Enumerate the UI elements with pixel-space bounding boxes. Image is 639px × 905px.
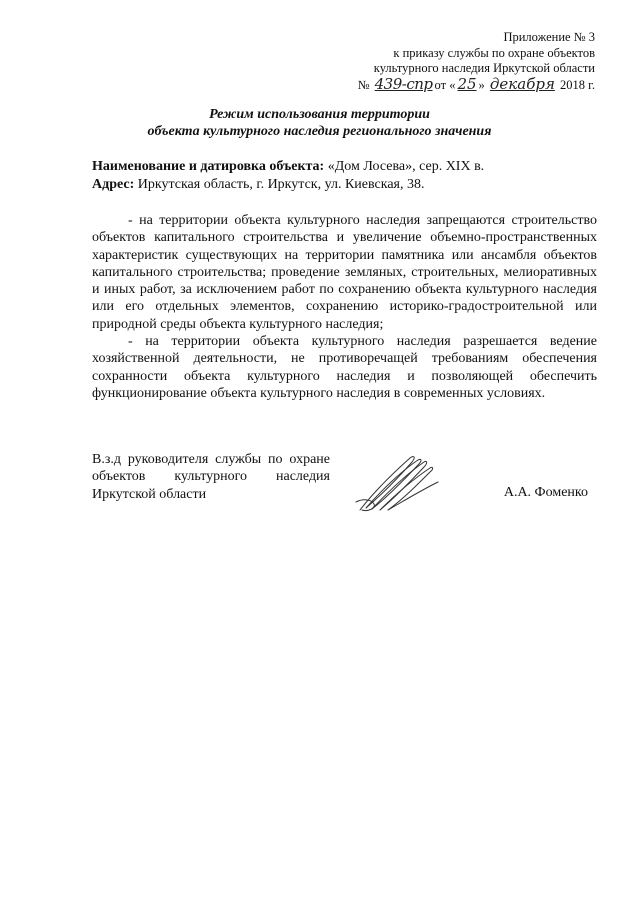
usage-rules	[92, 212, 597, 402]
order-day-close: »	[478, 77, 485, 92]
annex-header	[358, 30, 595, 93]
object-address-label: Адрес:	[92, 176, 135, 192]
handwritten-signature	[352, 452, 442, 514]
object-info	[92, 158, 602, 193]
object-name-label: Наименование и датировка объекта:	[92, 159, 325, 174]
order-reference-line	[357, 74, 595, 94]
document-title	[0, 106, 639, 140]
annex-line-1: Приложение № 3	[503, 30, 595, 44]
order-day-handwritten: 25	[457, 74, 477, 93]
signer-position: В.з.д руководителя службы по охране объектов культурного наследия Иркутской области	[92, 452, 330, 502]
annex-line-3: культурного наследия Иркутской области	[373, 61, 595, 76]
order-number-handwritten: 439-спр	[374, 74, 433, 93]
object-name-value: «Дом Лосева», сер. XIX в.	[327, 159, 485, 174]
order-ot-text: от «	[434, 77, 456, 92]
object-name-row	[92, 158, 602, 176]
order-month-handwritten: декабря	[489, 74, 555, 93]
annex-line-2: к приказу службы по охране объектов	[393, 45, 595, 60]
rule-permitted: - на территории объекта культурного наследия разрешается ведение хозяйственной деятельности, не противоречащей требованиям обеспечения сохранности объекта культурного наследия и позволяющей обеспечить функционирование объекта культурного наследия в современных условиях.	[92, 334, 597, 401]
object-address-row	[92, 176, 602, 194]
title-line-1: Режим использования территории	[209, 107, 430, 122]
order-year: 2018 г.	[560, 77, 595, 92]
signer-name: А.А. Фоменко	[503, 485, 588, 500]
title-line-2: объекта культурного наследия регионального значения	[147, 124, 492, 139]
object-address-value: Иркутская область, г. Иркутск, ул. Киевская, 38.	[137, 176, 425, 192]
rule-prohibited: - на территории объекта культурного наследия запрещаются строительство объектов капитального строительства и увеличение объемно-пространственных характеристик существующих на территории памятника или ансамбля объектов капитального строительства; проведение земляных, строительных, мелиоративных и иных работ, за исключением работ по сохранению объекта культурного наследия или его отдельных элементов, сохранению историко-градостроительной или природной среды объекта культурного наследия;	[92, 213, 597, 332]
order-no-prefix: №	[357, 77, 370, 92]
